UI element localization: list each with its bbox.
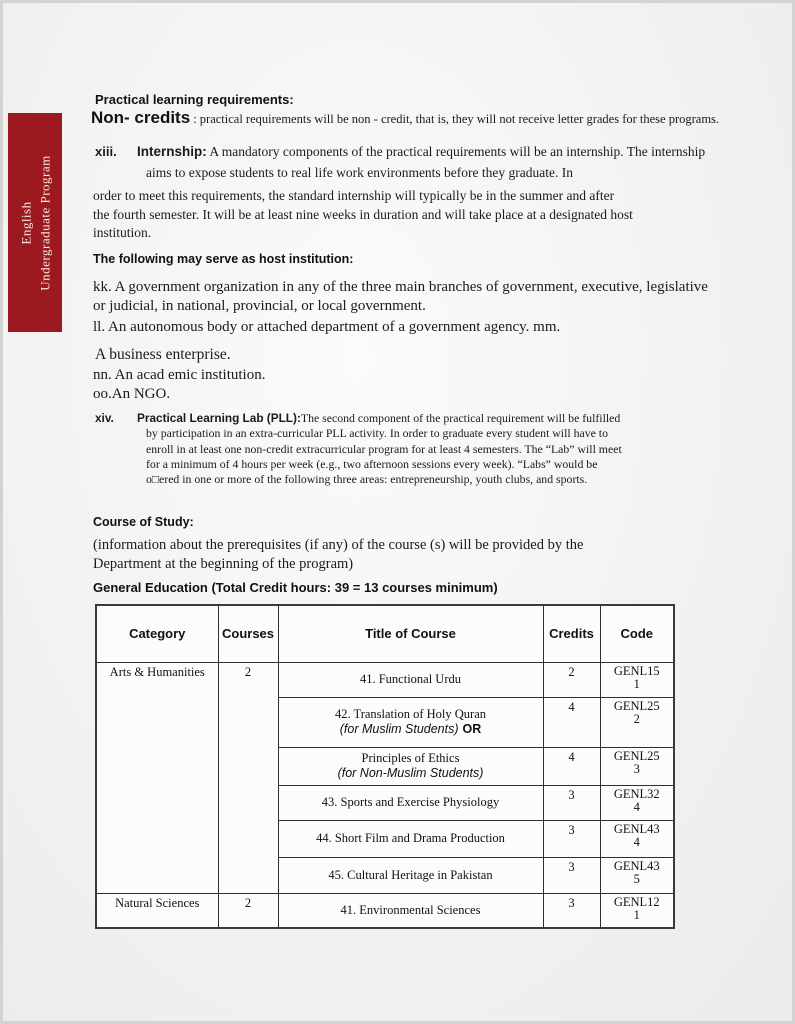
host-institution-heading: The following may serve as host institution:: [93, 252, 354, 266]
code-line1: GENL15: [613, 663, 660, 678]
code-cell: [600, 857, 674, 893]
category-cell: Arts & Humanities: [96, 662, 218, 893]
code-line1: GENL25: [613, 698, 660, 713]
code-line1: GENL43: [613, 858, 660, 873]
code-line1: GENL43: [613, 821, 660, 836]
code-line2: 3: [633, 762, 640, 776]
program-name: English: [18, 200, 33, 245]
credits-cell: 3: [543, 820, 600, 857]
course-table: [95, 604, 675, 929]
code-cell: [600, 747, 674, 785]
program-banner: [8, 113, 62, 332]
practical-requirements-heading: Practical learning requirements:: [95, 92, 294, 107]
non-credits-paragraph: [91, 108, 731, 128]
credits-cell: 3: [543, 785, 600, 820]
course-table-container: [95, 604, 675, 929]
program-level: Undergraduate Program: [37, 154, 52, 291]
code-line2: 4: [633, 800, 640, 814]
non-credits-label: Non- credits: [91, 108, 191, 127]
code-cell: [600, 697, 674, 747]
course-title-cell: [278, 747, 543, 785]
code-cell: [600, 893, 674, 928]
header-code: Code: [600, 605, 674, 662]
code-line2: 1: [633, 677, 640, 691]
code-line2: 2: [633, 712, 640, 726]
table-row: [96, 893, 674, 928]
course-subtitle: (for Muslim Students): [339, 722, 459, 736]
pll-text: The second component of the practical requirement will be fulfilled by participation in an extra-curricular PLL activity. In order to graduate every student will have to enroll in at least one non-credit extracurricular program for at least 4 semesters. The “Lab” will meet for a minimum of 4 hours per week (e.g., two afternoon sessions every week). “Labs” would be o□ered in one or more of the following three areas: entrepreneurship, youth clubs, and sports.: [146, 411, 622, 487]
credits-cell: 4: [543, 747, 600, 785]
internship-label: Internship:: [137, 144, 207, 159]
course-title-cell: 41. Functional Urdu: [278, 662, 543, 697]
program-banner-text: [8, 113, 62, 332]
category-cell: Natural Sciences: [96, 893, 218, 928]
header-courses: Courses: [218, 605, 278, 662]
credits-cell: 2: [543, 662, 600, 697]
code-line2: 1: [633, 908, 640, 922]
pll-label: Practical Learning Lab (PLL):: [137, 411, 301, 425]
credits-cell: 4: [543, 697, 600, 747]
header-category: Category: [96, 605, 218, 662]
course-subtitle-line: [282, 766, 540, 781]
course-title-cell: 43. Sports and Exercise Physiology: [278, 785, 543, 820]
internship-item: [95, 141, 715, 183]
table-header-row: [96, 605, 674, 662]
host-item-business: A business enterprise.: [95, 346, 231, 363]
code-line2: 5: [633, 872, 640, 886]
non-credits-text: : practical requirements will be non - credit, that is, they will not receive letter grades for these programs.: [193, 112, 720, 126]
internship-continuation-paragraph: order to meet this requirements, the standard internship will typically be in the summer and after the fourth semester. It will be at least nine weeks in duration and will take place at a designated host institution.: [93, 188, 633, 241]
general-education-heading: General Education (Total Credit hours: 39 = 13 courses minimum): [93, 580, 498, 595]
header-credits: Credits: [543, 605, 600, 662]
course-title-cell: [278, 697, 543, 747]
course-title-line: 42. Translation of Holy Quran: [334, 707, 487, 721]
course-title-cell: 45. Cultural Heritage in Pakistan: [278, 857, 543, 893]
host-item-ll: ll. An autonomous body or attached department of a government agency. mm.: [93, 319, 561, 335]
courses-cell: 2: [218, 893, 278, 928]
table-row: [96, 662, 674, 697]
code-line2: 4: [633, 835, 640, 849]
credits-cell: 3: [543, 857, 600, 893]
code-line1: GENL25: [613, 748, 660, 763]
course-title-cell: 44. Short Film and Drama Production: [278, 820, 543, 857]
course-title-line: Principles of Ethics: [361, 751, 460, 765]
code-cell: [600, 820, 674, 857]
host-item-nn: nn. An acad emic institution.: [93, 367, 266, 383]
courses-cell: 2: [218, 662, 278, 893]
host-item-oo: oo.An NGO.: [93, 386, 171, 402]
internship-text: A mandatory components of the practical requirements will be an internship. The internship aims to expose students to real life work environments before they graduate. In: [146, 144, 706, 180]
course-or-label: OR: [462, 722, 482, 736]
internship-number: xiii.: [95, 144, 117, 159]
course-title-cell: 41. Environmental Sciences: [278, 893, 543, 928]
course-subtitle-line: [282, 722, 540, 737]
pll-number: xiv.: [95, 411, 114, 425]
code-cell: [600, 662, 674, 697]
header-title: Title of Course: [278, 605, 543, 662]
code-cell: [600, 785, 674, 820]
pll-item: [95, 411, 627, 487]
code-line1: GENL12: [613, 894, 660, 909]
credits-cell: 3: [543, 893, 600, 928]
prerequisites-paragraph: (information about the prerequisites (if any) of the course (s) will be provided by the Department at the beginning of the program): [93, 537, 584, 572]
course-subtitle: (for Non-Muslim Students): [337, 766, 484, 780]
code-line1: GENL32: [613, 786, 660, 801]
host-item-kk: kk. A government organization in any of the three main branches of government, executive, legislative or judicial, in national, provincial, or local government.: [93, 279, 708, 314]
course-of-study-heading: Course of Study:: [93, 515, 194, 529]
